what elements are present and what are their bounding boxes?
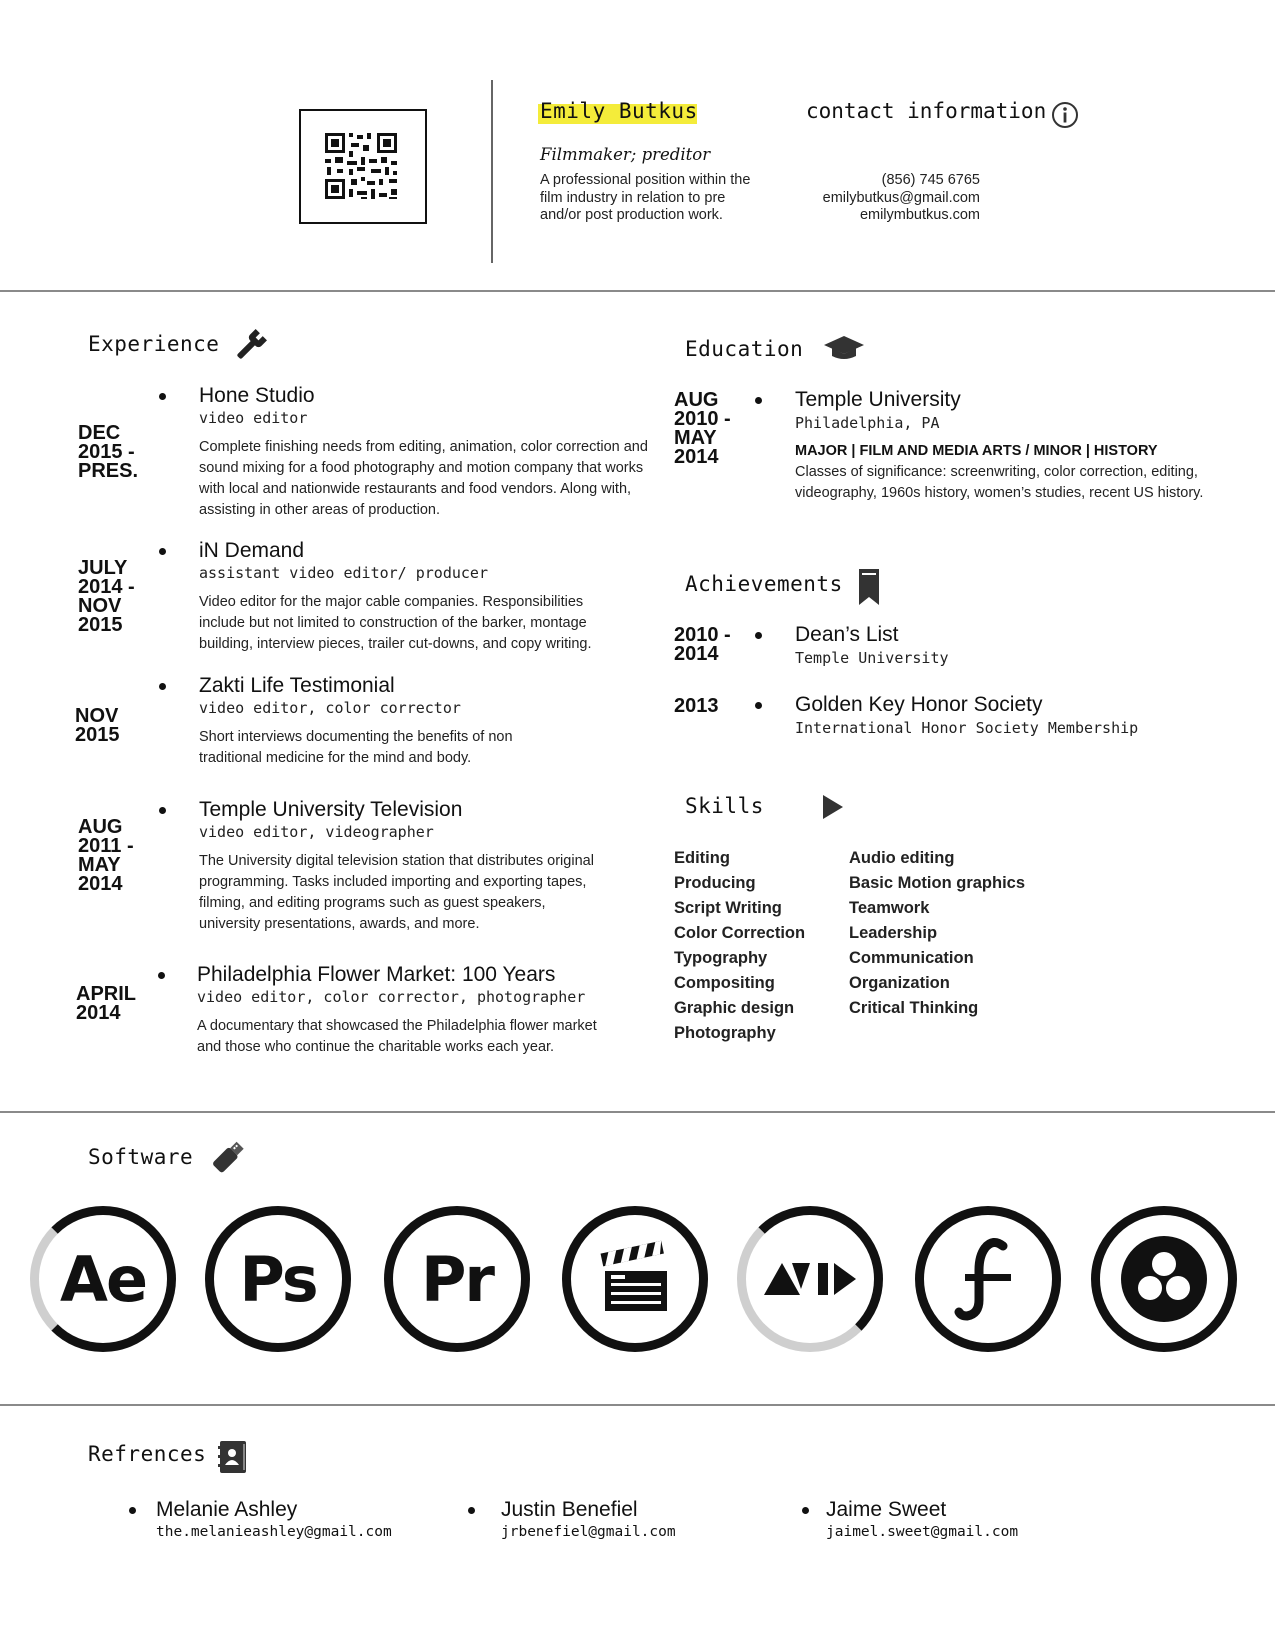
exp-description: Video editor for the major cable companies. Responsibilities include but not limited to construction of the barker, montage building, interview pieces, trailer cut-downs, and copy writing.: [199, 594, 592, 652]
divider-references: [0, 1404, 1275, 1406]
edu-major: MAJOR | FILM AND MEDIA ARTS / MINOR | HISTORY: [795, 443, 1158, 459]
skill-item: Organization: [849, 974, 950, 992]
contact-website[interactable]: emilymbutkus.com: [859, 207, 980, 223]
usb-drive-icon: [204, 1136, 248, 1180]
skill-item: Audio editing: [849, 849, 955, 867]
achievement-date: 2010 - 2014: [674, 624, 731, 665]
edu-location: Philadelphia, PA: [795, 414, 940, 432]
education-title: Education: [685, 337, 804, 361]
achievements-title: Achievements: [685, 572, 843, 596]
exp-company: Hone Studio: [199, 384, 315, 407]
exp-company: Temple University Television: [199, 798, 463, 821]
reference-email[interactable]: the.melanieashley@gmail.com: [156, 1524, 392, 1540]
exp-description: A documentary that showcased the Philadelphia flower market and those who continue the charitable works each year.: [197, 1018, 597, 1055]
software-premiere: [384, 1206, 530, 1352]
exp-bullet: [159, 683, 166, 690]
exp-company: iN Demand: [199, 539, 305, 562]
exp-description: Complete finishing needs from editing, animation, color correction and sound mixing for a food photography and motion company that works with local and nationwide restaurants and food vendors. Along with, assisting in other areas of production.: [199, 439, 648, 518]
software-davinci: [1091, 1206, 1237, 1352]
skills-col-1: [674, 846, 805, 1046]
reference-bullet: [129, 1507, 136, 1514]
divider-header: [0, 290, 1275, 292]
skill-item: Editing: [674, 849, 730, 867]
reference-email[interactable]: jaimel.sweet@gmail.com: [826, 1524, 1019, 1540]
exp-description: Short interviews documenting the benefits of non traditional medicine for the mind and body.: [199, 729, 513, 766]
exp-bullet: [159, 548, 166, 555]
achievement-date: 2013: [674, 695, 719, 717]
divider-software: [0, 1111, 1275, 1113]
skills-title: Skills: [685, 794, 764, 818]
skill-item: Communication: [849, 949, 974, 967]
software-fontlab: [915, 1206, 1061, 1352]
play-icon: [822, 794, 844, 820]
skills-col-2: [849, 846, 1025, 1021]
achievement-detail: International Honor Society Membership: [795, 719, 1139, 737]
tagline: Filmmaker; preditor: [540, 145, 711, 164]
skill-item: Script Writing: [674, 899, 782, 917]
software-photoshop: [205, 1206, 351, 1352]
contact-block: [780, 172, 980, 225]
davinci-resolve-icon: [1119, 1234, 1209, 1324]
exp-role: video editor, videographer: [199, 823, 434, 841]
achievement-name: Golden Key Honor Society: [795, 693, 1043, 716]
software-avid: [737, 1206, 883, 1352]
exp-company: Philadelphia Flower Market: 100 Years: [197, 963, 556, 986]
exp-date: NOV 2015: [75, 705, 120, 746]
info-icon: [1051, 101, 1079, 129]
candidate-name: Emily Butkus: [540, 99, 698, 123]
software-title: Software: [88, 1145, 194, 1169]
wrench-icon: [232, 328, 268, 364]
qr-code-icon: [301, 111, 424, 221]
skill-item: Teamwork: [849, 899, 930, 917]
photoshop-icon: Ps: [239, 1242, 317, 1316]
exp-company: Zakti Life Testimonial: [199, 674, 395, 697]
software-final-cut: [562, 1206, 708, 1352]
reference-name: Justin Benefiel: [501, 1498, 638, 1521]
final-cut-clapper-icon: [595, 1239, 675, 1319]
skill-item: Basic Motion graphics: [849, 874, 1026, 892]
address-book-icon: [217, 1440, 249, 1474]
exp-bullet: [159, 393, 166, 400]
exp-date: JULY 2014 - NOV 2015: [78, 557, 135, 636]
skill-item: Graphic design: [674, 999, 795, 1017]
avid-icon: [762, 1259, 858, 1299]
contact-email[interactable]: emilybutkus@gmail.com: [822, 189, 980, 206]
skill-item: Typography: [674, 949, 768, 967]
qr-code: [299, 109, 427, 224]
skill-item: Photography: [674, 1024, 776, 1042]
header-divider: [491, 80, 493, 263]
reference-bullet: [802, 1507, 809, 1514]
reference-name: Melanie Ashley: [156, 1498, 298, 1521]
exp-date: AUG 2011 - MAY 2014: [78, 816, 134, 895]
skill-item: Critical Thinking: [849, 999, 979, 1017]
software-after-effects: [30, 1206, 176, 1352]
achievement-bullet: [755, 632, 762, 639]
reference-name: Jaime Sweet: [826, 1498, 947, 1521]
contact-phone: (856) 745 6765: [881, 172, 980, 188]
graduation-cap-icon: [823, 334, 865, 362]
experience-title: Experience: [88, 332, 220, 356]
exp-date: APRIL 2014: [76, 983, 136, 1024]
objective: A professional position within the film industry in relation to pre and/or post production work.: [540, 172, 751, 223]
reference-bullet: [468, 1507, 475, 1514]
edu-classes: Classes of significance: screenwriting, color correction, editing, videography, 1960s history, women’s studies, recent US history.: [795, 464, 1204, 501]
bookmark-icon: [858, 568, 880, 606]
exp-role: video editor, color corrector, photographer: [197, 988, 586, 1006]
skill-item: Producing: [674, 874, 756, 892]
achievement-bullet: [755, 702, 762, 709]
references-title: Refrences: [88, 1442, 207, 1466]
achievement-detail: Temple University: [795, 649, 949, 667]
exp-role: video editor, color corrector: [199, 699, 461, 717]
edu-bullet: [755, 397, 762, 404]
exp-role: video editor: [199, 409, 308, 427]
achievement-name: Dean’s List: [795, 623, 899, 646]
fontlab-icon: [953, 1234, 1023, 1324]
edu-date: AUG 2010 - MAY 2014: [674, 389, 731, 468]
exp-role: assistant video editor/ producer: [199, 564, 488, 582]
edu-school: Temple University: [795, 388, 961, 411]
skill-item: Leadership: [849, 924, 938, 942]
exp-bullet: [159, 807, 166, 814]
premiere-icon: Pr: [420, 1242, 494, 1316]
contact-title: contact information: [806, 99, 1047, 123]
after-effects-icon: Ae: [59, 1242, 147, 1316]
exp-description: The University digital television station that distributes original programming. Tasks included importing and exporting tapes, filming, and editing programs such as guest speakers, university presentations, awards, and more.: [199, 853, 594, 932]
skill-item: Color Correction: [674, 924, 806, 942]
exp-date: DEC 2015 - PRES.: [78, 422, 139, 482]
exp-bullet: [158, 972, 165, 979]
reference-email[interactable]: jrbenefiel@gmail.com: [501, 1524, 676, 1540]
skill-item: Compositing: [674, 974, 775, 992]
